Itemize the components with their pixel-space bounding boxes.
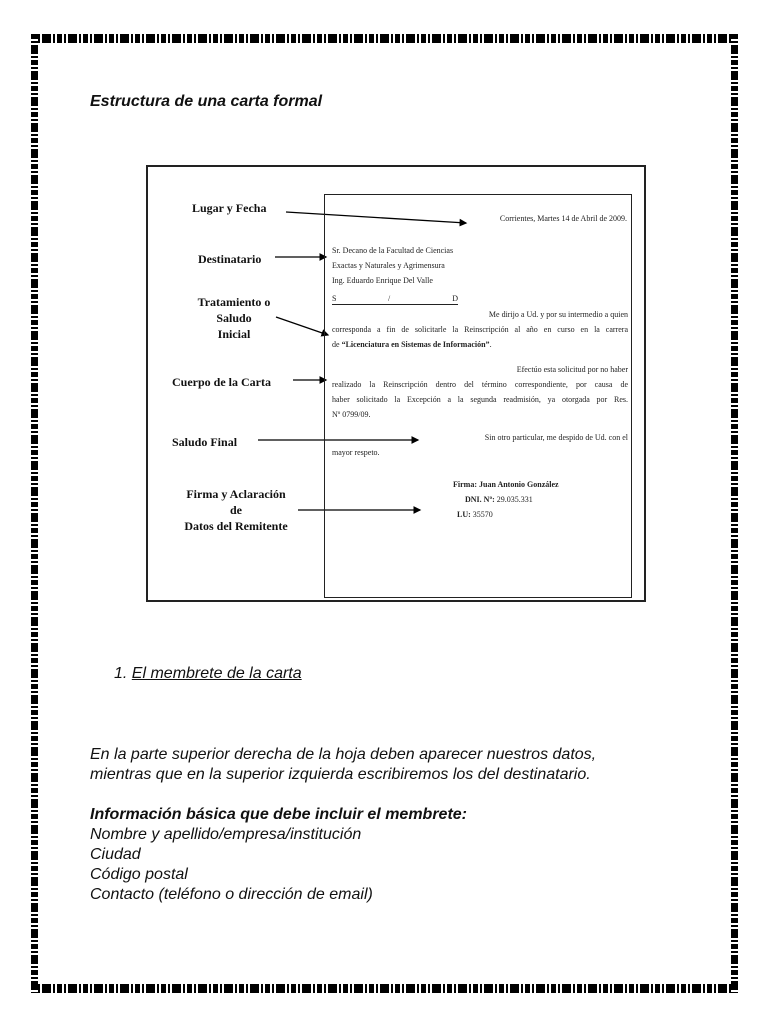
letter-signature: Firma: Juan Antonio González DNI. Nº: 29.035.331 LU: 35570 xyxy=(453,480,559,519)
info-list xyxy=(90,805,730,905)
list-item: Nombre y apellido/empresa/institución xyxy=(90,826,362,843)
letter-structure-figure xyxy=(146,165,646,602)
letter-salutation: S / D xyxy=(332,294,458,303)
label-cuerpo: Cuerpo de la Carta xyxy=(172,375,271,389)
section-heading xyxy=(114,665,302,683)
decorative-border-top xyxy=(31,34,738,43)
letter-body-paragraph-1: Me dirijo a Ud. y por su intermedio a quien corresponda a fin de solicitarle la Reinscripción al año en curso en la carrera de “Licenciatura en Sistemas de Información”. xyxy=(332,310,628,349)
label-lugar-fecha: Lugar y Fecha xyxy=(192,201,267,215)
letter-recipient: Sr. Decano de la Facultad de Ciencias Exactas y Naturales y Agrimensura Ing. Eduardo Enrique Del Valle xyxy=(332,246,454,285)
decorative-border-left xyxy=(31,34,38,993)
letter-date: Corrientes, Martes 14 de Abril de 2009. xyxy=(499,214,627,223)
decorative-border-bottom xyxy=(31,984,738,993)
list-item: Código postal xyxy=(90,866,188,883)
letter-body-paragraph-2: Efectúo esta solicitud por no haber realizado la Reinscripción dentro del término correspondiente, por causa de haber solicitado la Excepción a la segunda readmisión, ya otorgada por Res. Nº 0799/09. xyxy=(332,365,628,419)
intro-paragraph: En la parte superior derecha de la hoja deben aparecer nuestros datos, mientras que en la superior izquierda escribiremos los del destinatario. xyxy=(90,746,597,783)
letter-page xyxy=(324,194,632,598)
section-heading-text: El membrete de la carta xyxy=(131,665,302,682)
label-tratamiento: Tratamiento o Saludo Inicial xyxy=(197,295,271,341)
letter-closing: Sin otro particular, me despido de Ud. con el mayor respeto. xyxy=(332,433,628,457)
document-title: Estructura de una carta formal xyxy=(90,93,323,110)
decorative-border-right xyxy=(731,34,738,993)
label-destinatario: Destinatario xyxy=(198,252,262,266)
label-saludo-final: Saludo Final xyxy=(172,435,238,449)
label-firma: Firma y Aclaración de Datos del Remitente xyxy=(184,487,288,533)
list-item: Ciudad xyxy=(90,846,141,863)
section-number: 1. xyxy=(114,665,128,682)
list-item: Contacto (teléfono o dirección de email) xyxy=(90,886,373,903)
info-heading: Información básica que debe incluir el membrete: xyxy=(90,806,467,823)
